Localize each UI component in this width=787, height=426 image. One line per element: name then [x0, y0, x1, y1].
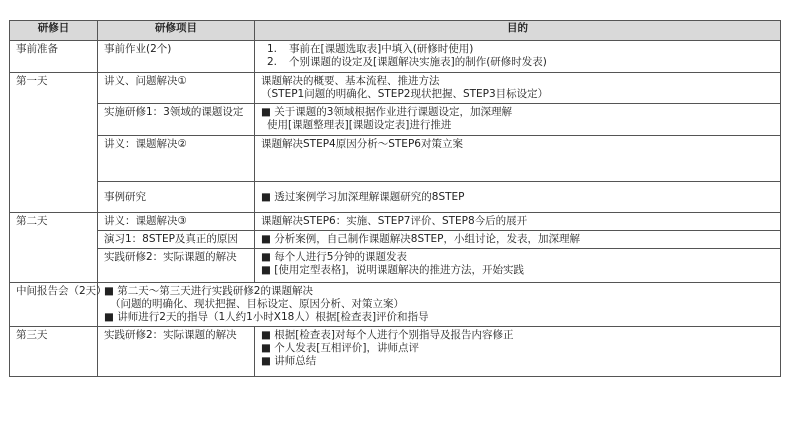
day2-row: [10, 249, 781, 283]
purpose-line: ■ 第二天～第三天进行实践研修2的课题解决: [104, 285, 313, 297]
header-row: [10, 21, 781, 41]
purpose-line: 2. 个别课题的设定及[课题解决实施表]的制作(研修时发表): [267, 56, 547, 68]
item-cell: 事前作业(2个): [98, 41, 255, 73]
header-day: 研修日: [10, 21, 98, 41]
day1-row: [10, 104, 781, 136]
item-cell: 讲义、问题解决①: [98, 73, 255, 104]
purpose-cell: [255, 327, 781, 377]
purpose-cell: [255, 104, 781, 136]
purpose-line: ■ 每个人进行5分钟的课题发表: [261, 251, 407, 263]
purpose-cell: [98, 283, 781, 327]
prep-row: [10, 41, 781, 73]
header-item: 研修项目: [98, 21, 255, 41]
item-cell: 讲义：课题解决②: [98, 136, 255, 182]
purpose-line: ■ 分析案例，自己制作课题解决8STEP，小组讨论，发表，加深理解: [261, 233, 580, 245]
item-cell: 演习1：8STEP及真正的原因: [98, 231, 255, 249]
day1-row: [10, 73, 781, 104]
purpose-line: ■ 讲师总结: [261, 355, 317, 367]
purpose-cell: [255, 73, 781, 104]
midterm-row: [10, 283, 781, 327]
day-cell: 第一天: [10, 73, 98, 213]
purpose-line: ■ 根据[检查表]对每个人进行个别指导及报告内容修正: [261, 329, 514, 341]
purpose-line: 课题解决STEP4原因分析～STEP6对策立案: [261, 138, 463, 150]
purpose-line: 课题解决STEP6：实施、STEP7评价、STEP8今后的展开: [261, 215, 528, 227]
item-cell: 实施研修1：3领域的课题设定: [98, 104, 255, 136]
item-cell: 讲义：课题解决③: [98, 213, 255, 231]
purpose-line: （问题的明确化、现状把握、目标设定、原因分析、对策立案）: [110, 298, 404, 310]
purpose-line: ■ 个人发表[互相评价]，讲师点评: [261, 342, 419, 354]
purpose-line: （STEP1问题的明确化、STEP2现状把握、STEP3目标设定）: [261, 88, 549, 100]
purpose-cell: [255, 231, 781, 249]
purpose-line: ■ 讲师进行2天的指导（1人约1小时X18人）根据[检查表]评价和指导: [104, 311, 429, 323]
purpose-line: ■ 透过案例学习加深理解课题研究的8STEP: [261, 190, 465, 203]
purpose-cell: [255, 213, 781, 231]
day-cell: 第三天: [10, 327, 98, 377]
day2-row: [10, 231, 781, 249]
item-cell: 实践研修2：实际课题的解决: [98, 327, 255, 377]
day2-row: [10, 213, 781, 231]
training-schedule-table: [9, 20, 781, 377]
purpose-line: 1. 事前在[课题选取表]中填入(研修时使用): [267, 43, 474, 55]
purpose-line: 课题解决的概要、基本流程、推进方法: [261, 75, 440, 87]
purpose-cell: [255, 249, 781, 283]
purpose-cell: [255, 136, 781, 182]
day3-row: [10, 327, 781, 377]
purpose-line: ■ 关于课题的3领域根据作业进行课题设定，加深理解: [261, 106, 512, 118]
purpose-line: ■ [使用定型表格]，说明课题解决的推进方法，开始实践: [261, 264, 524, 276]
day-cell: 第二天: [10, 213, 98, 283]
purpose-cell: [255, 182, 781, 213]
day1-row: [10, 182, 781, 213]
item-cell: 实践研修2：实际课题的解决: [98, 249, 255, 283]
purpose-cell: [255, 41, 781, 73]
day1-row: [10, 136, 781, 182]
purpose-line: 使用[课题整理表][课题设定表]进行推进: [267, 119, 452, 131]
day-cell: 事前准备: [10, 41, 98, 73]
item-cell: 事例研究: [98, 182, 255, 213]
header-purpose: 目的: [255, 21, 781, 41]
day-cell: 中间报告会（2天）: [10, 283, 98, 327]
